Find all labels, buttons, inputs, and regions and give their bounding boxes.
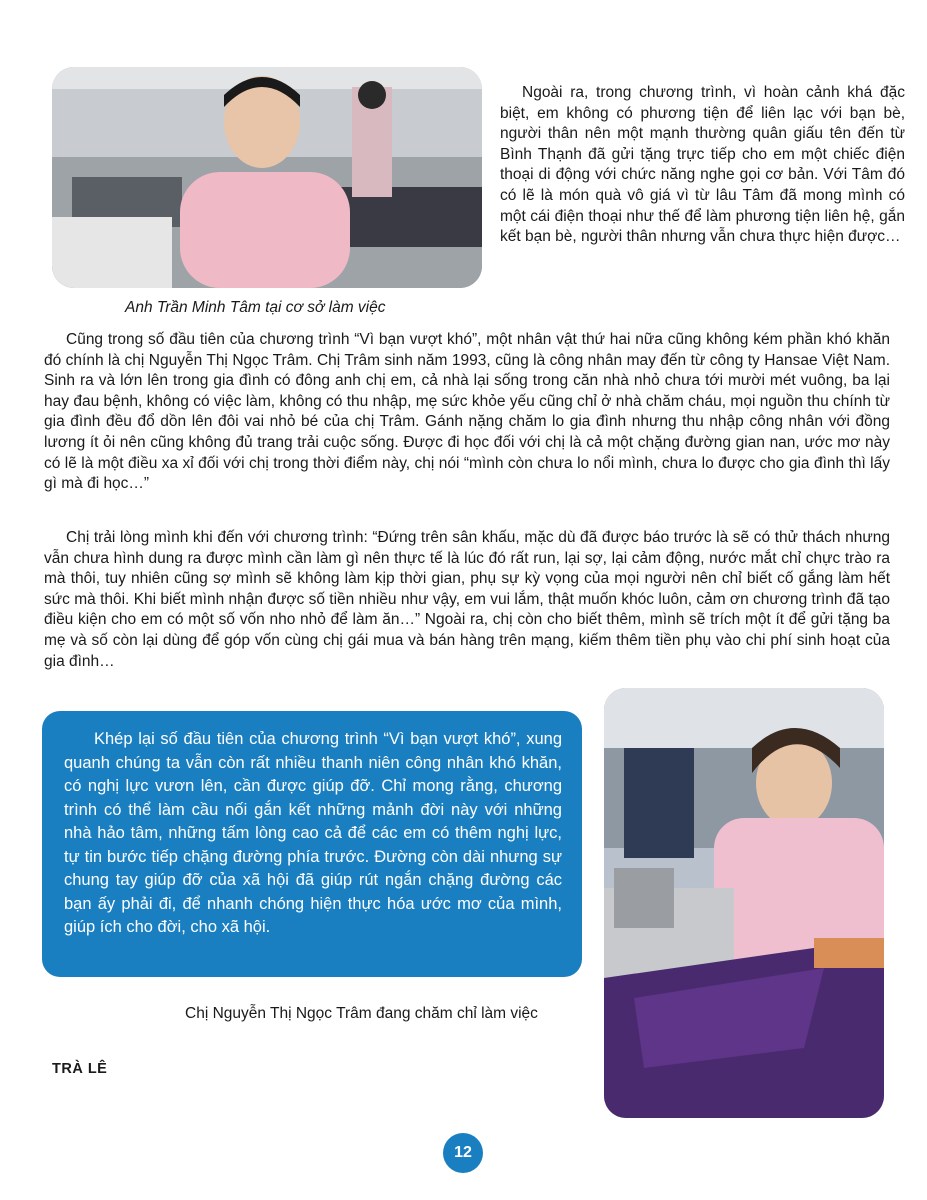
author-byline: TRÀ LÊ [52, 1061, 108, 1077]
highlight-text: Khép lại số đầu tiên của chương trình “Vì bạn vượt khó”, xung quanh chúng ta vẫn còn rất nhiều thanh niên công nhân khó khăn, có nghị lực vươn lên, cần được giúp đỡ. Chỉ mong rằng, chương trình có thể làm cầu nối gắn kết những mảnh đời này với những nhà hảo tâm, những tấm lòng cao cả để các em có thêm nghị lực, tự tin bước tiếp chặng đường phía trước. Đường còn dài nhưng sự chung tay giúp đỡ của xã hội đã giúp rút ngắn chặng đường các bạn ấy phải đi, để nhanh chóng hiện thực hóa ước mơ của mình, giúp ích cho đời, cho xã hội. [64, 730, 562, 936]
photo-caption-tam: Anh Trần Minh Tâm tại cơ sở làm việc [125, 299, 386, 316]
article-paragraph-1: Ngoài ra, trong chương trình, vì hoàn cảnh khá đặc biệt, em không có phương tiện để liên lạc với bạn bè, người thân nên một mạnh thường quân giấu tên đến từ Bình Thạnh đã gửi tặng trực tiếp cho em một chiếc điện thoại di động với chức năng nghe gọi cơ bản. Với Tâm đó có lẽ là món quà vô giá vì từ lâu Tâm đã mong mình có một cái điện thoại như thế để làm phương tiện liên hệ, gắn kết bạn bè, người thân nhưng vẫn chưa thực hiện được… [500, 84, 905, 246]
photo-caption-tram: Chị Nguyễn Thị Ngọc Trâm đang chăm chỉ làm việc [185, 1005, 538, 1022]
page-number-badge: 12 [443, 1133, 483, 1173]
article-paragraph-3: Chị trải lòng mình khi đến với chương trình: “Đứng trên sân khấu, mặc dù đã được báo trước là sẽ có thử thách nhưng vẫn chưa hình dung ra được mình cần làm gì nên thực tế là lúc đó rất run, lại sợ, lại cảm động, nước mắt chỉ chực trào ra mà thôi, tuy nhiên cũng sợ mình sẽ không làm kịp thời gian, phụ sự kỳ vọng của mọi người nên chỉ biết cố gắng làm hết sức mà thôi. Khi biết mình nhận được số tiền nhiều như vậy, em vui lắm, thật muốn khóc luôn, cảm ơn chương trình đã tạo điều kiện cho em có một số vốn nho nhỏ để làm ăn…” Ngoài ra, chị còn cho biết thêm, mình sẽ trích một ít để gửi tặng ba mẹ và số còn lại dùng để góp vốn cùng chị gái mua và bán hàng trên mạng, kiếm thêm tiền phụ vào chi phí sinh hoạt của gia đình… [44, 529, 890, 670]
photo-worker-tram [604, 688, 884, 1118]
article-paragraph-2: Cũng trong số đầu tiên của chương trình “Vì bạn vượt khó”, một nhân vật thứ hai nữa cũng không kém phần khó khăn đó chính là chị Nguyễn Thị Ngọc Trâm. Chị Trâm sinh năm 1993, cũng là công nhân may đến từ công ty Hansae Việt Nam. Sinh ra và lớn lên trong gia đình có đông anh chị em, cả nhà lại sống trong căn nhà nhỏ chưa tới mười mét vuông, ba lại hay đau bệnh, không có việc làm, không có thu nhập, mẹ sức khỏe yếu cũng chỉ ở nhà chăm cháu, mọi nguồn thu chính từ gia đình đều đổ dồn lên đôi vai nhỏ bé của chị Trâm. Gánh nặng chăm lo gia đình nhưng thu nhập công nhân với đồng lương ít ỏi nên cũng không đủ trang trải cuộc sống. Được đi học đối với chị là cả một chặng đường gian nan, ước mơ này có lẽ là một điều xa xỉ đối với chị trong thời điểm này, chị nói “mình còn chưa lo nổi mình, chưa lo được cho gia đình thì lấy gì mà đi học…” [44, 331, 890, 493]
photo-worker-tam-illustration [52, 67, 482, 288]
highlight-box [42, 711, 582, 977]
photo-worker-tram-illustration [604, 688, 884, 1118]
photo-worker-tam [52, 67, 482, 288]
